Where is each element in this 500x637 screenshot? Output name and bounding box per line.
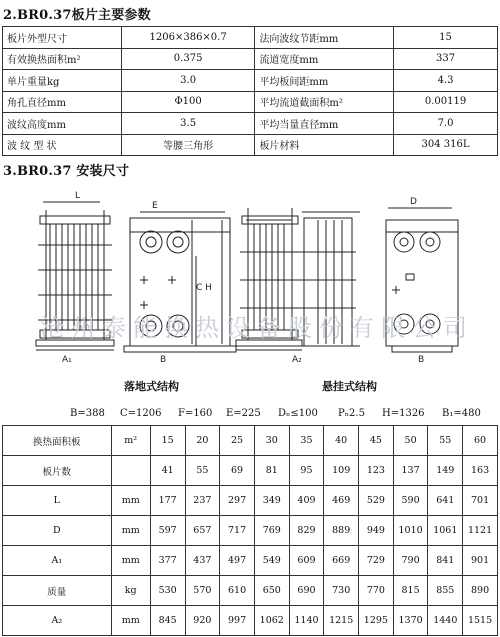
table-cell: 610 [220, 576, 255, 606]
row-unit: mm [111, 486, 150, 516]
label-L: L [75, 191, 81, 201]
row-unit: mm [111, 516, 150, 546]
spec-label: 角孔直径mm [3, 91, 122, 113]
caption-hanging-type: 悬挂式结构 [322, 380, 377, 393]
table-row [3, 486, 498, 516]
table-cell: 701 [463, 486, 498, 516]
table-cell: 1140 [289, 606, 324, 636]
table-row [3, 546, 498, 576]
table-cell: 41 [150, 456, 185, 486]
watermark: 沧州泰能换热设备股份有限公司 [40, 314, 474, 342]
spec-label: 波 纹 型 状 [3, 134, 122, 156]
spec-label: 平均板间距mm [255, 70, 394, 92]
table-row [3, 516, 498, 546]
row-unit: kg [111, 576, 150, 606]
spec-label: 板片外型尺寸 [3, 27, 122, 49]
spec-value: 4.3 [394, 70, 498, 92]
spec-value: 7.0 [394, 113, 498, 135]
row-label: 质量 [3, 576, 112, 606]
table-cell: 997 [220, 606, 255, 636]
row-label: D [3, 516, 112, 546]
table-cell: 730 [324, 576, 359, 606]
installation-dimensions-table [2, 425, 498, 636]
label-A1: A₁ [62, 355, 72, 365]
label-B-right: B [418, 355, 425, 365]
spec-row [3, 70, 498, 92]
param-F: F=160 [178, 408, 213, 419]
table-cell: 590 [393, 486, 428, 516]
table-cell: 349 [254, 486, 289, 516]
table-cell: 237 [185, 486, 220, 516]
header-row [3, 426, 498, 456]
spec-value: 0.00119 [394, 91, 498, 113]
spec-value: 1206×386×0.7 [121, 27, 255, 49]
table-cell: 815 [393, 576, 428, 606]
table-cell: 15 [150, 426, 185, 456]
row-label: A₂ [3, 606, 112, 636]
table-cell: 81 [254, 456, 289, 486]
spec-label: 流道宽度mm [255, 48, 394, 70]
table-cell: 1010 [393, 516, 428, 546]
table-cell: 1295 [359, 606, 394, 636]
table-cell: 163 [463, 456, 498, 486]
row-unit [111, 456, 150, 486]
spec-row [3, 91, 498, 113]
table-row [3, 456, 498, 486]
table-cell: 920 [185, 606, 220, 636]
spec-label: 板片材料 [255, 134, 394, 156]
table-cell: 1062 [254, 606, 289, 636]
table-cell: 890 [463, 576, 498, 606]
spec-value: Φ100 [121, 91, 255, 113]
table-cell: 901 [463, 546, 498, 576]
row-unit: m² [111, 426, 150, 456]
spec-value: 15 [394, 27, 498, 49]
spec-value: 304 316L [394, 134, 498, 156]
table-cell: 1061 [428, 516, 463, 546]
spec-row [3, 134, 498, 156]
label-CH: C H [196, 283, 212, 293]
table-cell: 437 [185, 546, 220, 576]
table-cell: 1515 [463, 606, 498, 636]
table-cell: 40 [324, 426, 359, 456]
table-cell: 1370 [393, 606, 428, 636]
table-cell: 109 [324, 456, 359, 486]
spec-value: 3.5 [121, 113, 255, 135]
spec-label: 平均流道截面积m² [255, 91, 394, 113]
table-cell: 1215 [324, 606, 359, 636]
spec-value: 3.0 [121, 70, 255, 92]
param-Pn: Pₙ2.5 [338, 408, 365, 419]
param-C: C=1206 [120, 408, 162, 419]
spec-label: 波纹高度mm [3, 113, 122, 135]
table-cell: 297 [220, 486, 255, 516]
spec-label: 法向波纹节距mm [255, 27, 394, 49]
table-cell: 55 [428, 426, 463, 456]
table-cell: 50 [393, 426, 428, 456]
table-cell: 377 [150, 546, 185, 576]
table-cell: 829 [289, 516, 324, 546]
row-label: 换热面积板 [3, 426, 112, 456]
table-cell: 690 [289, 576, 324, 606]
spec-row [3, 48, 498, 70]
table-cell: 845 [150, 606, 185, 636]
table-cell: 657 [185, 516, 220, 546]
table-cell: 45 [359, 426, 394, 456]
row-label: 板片数 [3, 456, 112, 486]
table-cell: 650 [254, 576, 289, 606]
label-E: E [152, 201, 158, 211]
table-cell: 35 [289, 426, 324, 456]
spec-row [3, 27, 498, 49]
spec-value: 0.375 [121, 48, 255, 70]
param-B1: B₁=480 [442, 408, 481, 419]
table-row [3, 606, 498, 636]
label-A2: A₂ [292, 355, 302, 365]
table-cell: 769 [254, 516, 289, 546]
spec-label: 有效换热面积m² [3, 48, 122, 70]
param-Dn: Dₙ≤100 [278, 408, 318, 419]
table-cell: 497 [220, 546, 255, 576]
row-unit: mm [111, 546, 150, 576]
table-cell: 530 [150, 576, 185, 606]
spec-value: 337 [394, 48, 498, 70]
param-E: E=225 [226, 408, 261, 419]
label-D: D [410, 197, 417, 207]
table-cell: 609 [289, 546, 324, 576]
spec-value: 等腰三角形 [121, 134, 255, 156]
table-cell: 889 [324, 516, 359, 546]
table-cell: 597 [150, 516, 185, 546]
table-cell: 855 [428, 576, 463, 606]
spec-label: 平均当量直径mm [255, 113, 394, 135]
table-cell: 409 [289, 486, 324, 516]
spec-label: 单片重量kg [3, 70, 122, 92]
table-cell: 570 [185, 576, 220, 606]
spec-row [3, 113, 498, 135]
table-cell: 177 [150, 486, 185, 516]
table-cell: 641 [428, 486, 463, 516]
table-cell: 30 [254, 426, 289, 456]
table-cell: 1121 [463, 516, 498, 546]
table-cell: 669 [324, 546, 359, 576]
table-row [3, 576, 498, 606]
row-unit: mm [111, 606, 150, 636]
table-cell: 729 [359, 546, 394, 576]
table-cell: 149 [428, 456, 463, 486]
caption-floor-type: 落地式结构 [124, 380, 179, 393]
table-cell: 841 [428, 546, 463, 576]
table-cell: 69 [220, 456, 255, 486]
installation-drawing [0, 180, 500, 380]
table-cell: 949 [359, 516, 394, 546]
table-cell: 770 [359, 576, 394, 606]
section3-title: 3.BR0.37 安装尺寸 [3, 164, 130, 179]
row-label: L [3, 486, 112, 516]
table-cell: 60 [463, 426, 498, 456]
table-cell: 20 [185, 426, 220, 456]
section2-title: 2.BR0.37板片主要参数 [3, 8, 151, 23]
param-B: B=388 [70, 408, 105, 419]
table-cell: 549 [254, 546, 289, 576]
label-B-left: B [160, 355, 167, 365]
table-cell: 55 [185, 456, 220, 486]
table-cell: 1440 [428, 606, 463, 636]
param-H: H=1326 [382, 408, 425, 419]
table-cell: 529 [359, 486, 394, 516]
table-cell: 95 [289, 456, 324, 486]
row-label: A₁ [3, 546, 112, 576]
plate-specs-table [2, 26, 498, 156]
table-cell: 469 [324, 486, 359, 516]
table-cell: 123 [359, 456, 394, 486]
table-cell: 137 [393, 456, 428, 486]
table-cell: 717 [220, 516, 255, 546]
table-cell: 25 [220, 426, 255, 456]
table-cell: 790 [393, 546, 428, 576]
